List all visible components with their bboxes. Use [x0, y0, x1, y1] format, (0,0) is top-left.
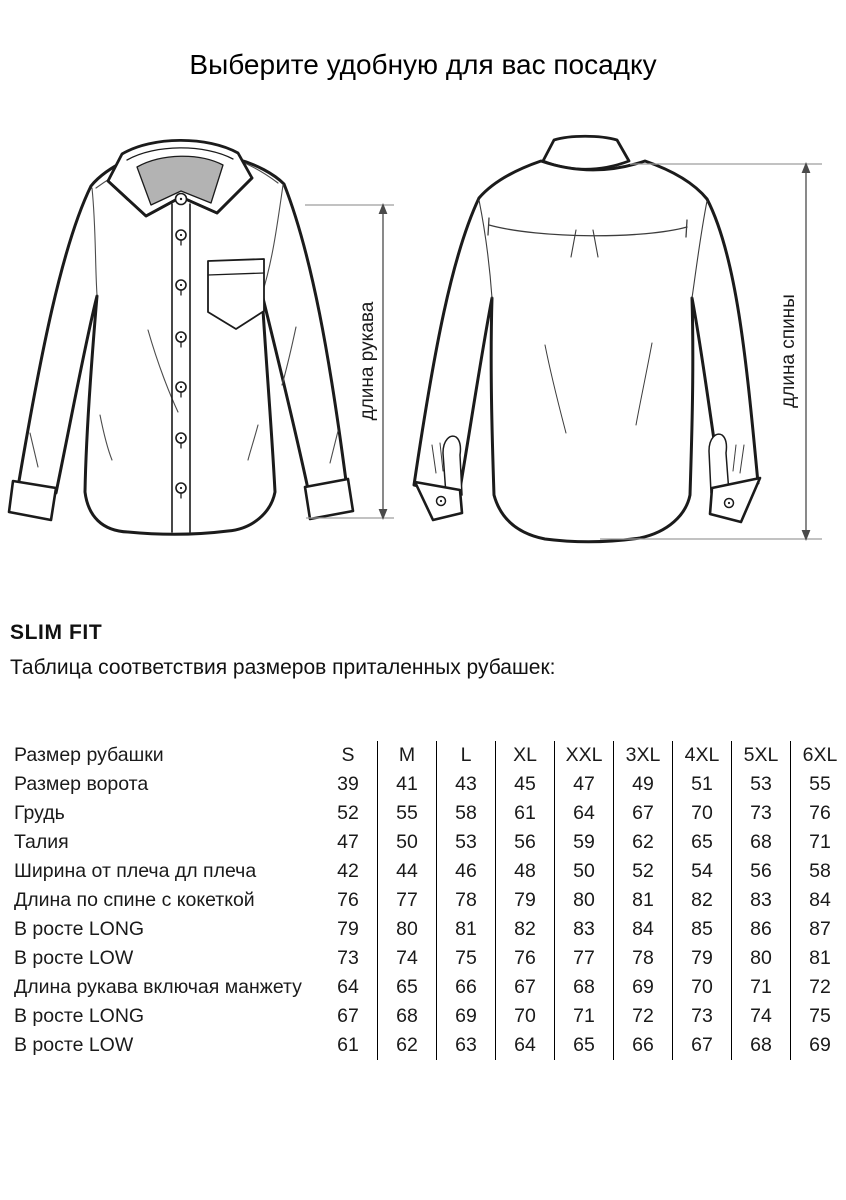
size-column-header: XXL [555, 741, 614, 770]
size-column-header: 3XL [614, 741, 673, 770]
size-value: 75 [791, 1002, 846, 1031]
size-value: 55 [791, 770, 846, 799]
size-value: 65 [378, 973, 437, 1002]
size-value: 68 [555, 973, 614, 1002]
size-table-body [14, 770, 846, 1060]
front-shirt-illustration [9, 140, 353, 534]
size-column-header: XL [496, 741, 555, 770]
table-row [14, 944, 846, 973]
size-column-header: M [378, 741, 437, 770]
size-value: 62 [614, 828, 673, 857]
row-label: Размер рубашки [14, 744, 164, 766]
size-value: 65 [673, 828, 732, 857]
size-column-header: 6XL [791, 741, 846, 770]
size-value: 69 [791, 1031, 846, 1060]
table-row [14, 973, 846, 1002]
table-row [14, 828, 846, 857]
row-label: Размер ворота [14, 773, 149, 795]
size-value: 85 [673, 915, 732, 944]
size-value: 73 [732, 799, 791, 828]
size-value: 78 [614, 944, 673, 973]
size-value: 70 [673, 973, 732, 1002]
size-value: 79 [337, 918, 359, 940]
size-table [14, 741, 846, 1060]
size-value: 76 [496, 944, 555, 973]
row-label: Длина рукава включая манжету [14, 976, 302, 998]
size-column-header: 5XL [732, 741, 791, 770]
size-value: 71 [791, 828, 846, 857]
table-row [14, 915, 846, 944]
page-title: Выберите удобную для вас посадку [189, 49, 657, 80]
size-value: 80 [378, 915, 437, 944]
size-value: 47 [337, 831, 359, 853]
row-label: Ширина от плеча дл плеча [14, 860, 257, 882]
size-value: 77 [555, 944, 614, 973]
size-value: 53 [732, 770, 791, 799]
row-label: Длина по спине с кокеткой [14, 889, 255, 911]
size-value: 79 [673, 944, 732, 973]
size-value: 87 [791, 915, 846, 944]
table-row [14, 1031, 846, 1060]
size-value: 54 [673, 857, 732, 886]
size-value: 81 [791, 944, 846, 973]
size-value: 69 [437, 1002, 496, 1031]
size-value: 76 [791, 799, 846, 828]
size-value: 73 [337, 947, 359, 969]
size-value: 71 [555, 1002, 614, 1031]
size-value: 72 [791, 973, 846, 1002]
size-value: 55 [378, 799, 437, 828]
size-value: 63 [437, 1031, 496, 1060]
table-row [14, 886, 846, 915]
size-value: 80 [732, 944, 791, 973]
size-value: 66 [437, 973, 496, 1002]
table-row [14, 857, 846, 886]
size-column-header: S [341, 744, 355, 766]
size-value: 42 [337, 860, 359, 882]
size-value: 74 [732, 1002, 791, 1031]
size-value: 51 [673, 770, 732, 799]
size-value: 84 [614, 915, 673, 944]
size-value: 50 [378, 828, 437, 857]
size-value: 70 [673, 799, 732, 828]
row-label: В росте LONG [14, 1005, 145, 1027]
row-label: В росте LOW [14, 947, 134, 969]
size-value: 64 [496, 1031, 555, 1060]
size-value: 81 [437, 915, 496, 944]
size-value: 45 [496, 770, 555, 799]
size-value: 83 [555, 915, 614, 944]
size-value: 41 [378, 770, 437, 799]
size-value: 73 [673, 1002, 732, 1031]
size-value: 58 [437, 799, 496, 828]
size-value: 47 [555, 770, 614, 799]
size-table-head [14, 741, 846, 770]
size-value: 82 [496, 915, 555, 944]
size-value: 52 [614, 857, 673, 886]
size-column-header: 4XL [673, 741, 732, 770]
size-value: 84 [791, 886, 846, 915]
size-value: 61 [337, 1034, 359, 1056]
size-value: 78 [437, 886, 496, 915]
table-row [14, 741, 846, 770]
size-value: 44 [378, 857, 437, 886]
size-value: 67 [673, 1031, 732, 1060]
size-value: 79 [496, 886, 555, 915]
size-value: 62 [378, 1031, 437, 1060]
size-value: 67 [496, 973, 555, 1002]
size-value: 39 [337, 773, 359, 795]
size-value: 66 [614, 1031, 673, 1060]
size-value: 64 [555, 799, 614, 828]
front-right-cuff [305, 479, 353, 519]
size-value: 67 [614, 799, 673, 828]
size-value: 53 [437, 828, 496, 857]
table-row [14, 1002, 846, 1031]
size-value: 50 [555, 857, 614, 886]
size-value: 56 [732, 857, 791, 886]
size-value: 86 [732, 915, 791, 944]
front-left-cuff [9, 481, 56, 520]
size-value: 80 [555, 886, 614, 915]
size-value: 68 [378, 1002, 437, 1031]
size-value: 43 [437, 770, 496, 799]
size-value: 49 [614, 770, 673, 799]
sleeve-length-label: длина рукава [357, 301, 379, 421]
size-value: 65 [555, 1031, 614, 1060]
size-value: 70 [496, 1002, 555, 1031]
size-value: 58 [791, 857, 846, 886]
size-value: 74 [378, 944, 437, 973]
size-value: 64 [337, 976, 359, 998]
size-value: 69 [614, 973, 673, 1002]
back-shirt-illustration [414, 136, 760, 542]
size-value: 59 [555, 828, 614, 857]
size-value: 77 [378, 886, 437, 915]
size-value: 76 [337, 889, 359, 911]
row-label: Грудь [14, 802, 65, 824]
size-value: 71 [732, 973, 791, 1002]
size-column-header: L [437, 741, 496, 770]
size-value: 82 [673, 886, 732, 915]
row-label: Талия [14, 831, 69, 853]
table-row [14, 770, 846, 799]
row-label: В росте LOW [14, 1034, 134, 1056]
size-value: 61 [496, 799, 555, 828]
size-value: 68 [732, 828, 791, 857]
size-value: 83 [732, 886, 791, 915]
fit-subtitle: Таблица соответствия размеров приталенных рубашек: [10, 656, 556, 679]
size-value: 75 [437, 944, 496, 973]
size-table-wrap [14, 741, 846, 1060]
fit-heading: SLIM FIT [10, 621, 103, 644]
table-row [14, 799, 846, 828]
size-value: 48 [496, 857, 555, 886]
size-value: 56 [496, 828, 555, 857]
row-label: В росте LONG [14, 918, 145, 940]
back-length-label: длина спины [778, 294, 800, 408]
size-value: 68 [732, 1031, 791, 1060]
back-shirt-body [414, 161, 758, 542]
size-value: 67 [337, 1005, 359, 1027]
size-value: 72 [614, 1002, 673, 1031]
size-value: 46 [437, 857, 496, 886]
size-value: 52 [337, 802, 359, 824]
shirt-measurement-diagram [0, 115, 846, 585]
size-value: 81 [614, 886, 673, 915]
